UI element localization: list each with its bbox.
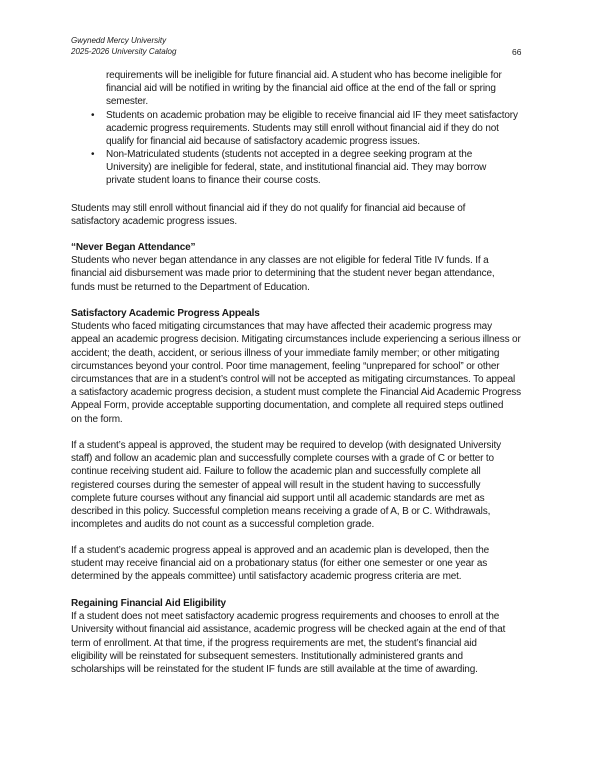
- text-line: Students on academic probation may be eligible to receive financial aid IF they meet satisfactory: [106, 110, 518, 121]
- continuation-text: [106, 69, 502, 109]
- text-line: qualify for financial aid because of satisfactory academic progress issues.: [106, 136, 420, 148]
- text-line: scholarships will be reinstated for the student IF funds are still available at the time of awarding.: [71, 664, 478, 676]
- catalog-title: 2025-2026 University Catalog: [71, 47, 177, 56]
- page-number: 66: [512, 47, 522, 57]
- text-line: determined by the appeals committee) until satisfactory academic progress criteria are met.: [71, 571, 462, 583]
- text-line: on the form.: [71, 413, 123, 425]
- text-line: If a student’s appeal is approved, the student may be required to develop (with designated University: [71, 440, 501, 451]
- text-line: If a student does not meet satisfactory academic progress requirements and chooses to enroll at the: [71, 611, 500, 623]
- text-line: Students who faced mitigating circumstances that may have affected their academic progress may: [71, 321, 492, 333]
- text-line: financial aid disbursement was made prior to determining that the student never began attendance,: [71, 268, 495, 280]
- bullet-icon: •: [91, 110, 95, 121]
- text-line: appeal an academic progress decision. Mitigating circumstances include experiencing a serious illness or: [71, 334, 521, 346]
- text-line: University) are ineligible for federal, state, and institutional financial aid. They may borrow: [106, 162, 487, 174]
- text-line: requirements will be ineligible for future financial aid. A student who has become ineligible for: [106, 70, 502, 81]
- bullet-item-non-matriculated: [91, 148, 487, 188]
- text-line: eligibility will be reinstated for subsequent semesters. Institutionally administered grants and: [71, 650, 463, 662]
- text-line: staff) and follow an academic plan and successfully complete courses with a grade of C or better to: [71, 453, 494, 465]
- section-appeals: [71, 307, 521, 426]
- text-line: accident; the death, accident, or serious illness of your immediate family member; or other mitigating: [71, 347, 500, 359]
- paragraph-enroll: [71, 202, 465, 228]
- text-line: a satisfactory academic progress decision, a student must complete the Financial Aid Academic Progress: [71, 387, 521, 399]
- section-heading: Regaining Financial Aid Eligibility: [71, 598, 226, 609]
- institution-name: Gwynedd Mercy University: [71, 36, 167, 45]
- section-never-began: [71, 241, 495, 294]
- text-line: Students may still enroll without financial aid if they do not qualify for financial aid because of: [71, 203, 466, 214]
- text-line: Appeal Form, provide acceptable supporting documentation, and complete all required steps outlined: [71, 400, 504, 412]
- text-line: satisfactory academic progress issues.: [71, 216, 238, 228]
- bullet-icon: •: [91, 149, 95, 160]
- section-heading: Satisfactory Academic Progress Appeals: [71, 308, 260, 319]
- text-line: incompletes and audits do not count as a successful completion grade.: [71, 519, 375, 531]
- text-line: Non-Matriculated students (students not accepted in a degree seeking program at the: [106, 149, 473, 160]
- text-line: student may receive financial aid on a probationary status (for either one semester or one year as: [71, 558, 488, 570]
- paragraph-appeal-approved: [71, 439, 501, 531]
- text-line: complete future courses without any financial aid support until all academic standards are met as: [71, 492, 485, 504]
- text-line: If a student’s academic progress appeal is approved and an academic plan is developed, then the: [71, 545, 490, 556]
- text-line: registered courses during the semester of appeal will result in the student having to successfully: [71, 479, 481, 491]
- text-line: described in this policy. Successful completion means receiving a grade of A, B or C. Withdrawals,: [71, 506, 491, 518]
- bullet-item-probation: [91, 109, 518, 149]
- text-line: private student loans to finance their course costs.: [106, 175, 321, 187]
- text-line: term of enrollment. At that time, if the progress requirements are met, the student’s financial aid: [71, 637, 477, 649]
- text-line: circumstances beyond your control. Poor time management, feeling “unprepared for school” or other: [71, 360, 500, 372]
- text-line: financial aid will be notified in writing by the financial aid office at the end of the fall or spring: [106, 83, 496, 95]
- text-line: academic progress requirements. Students may still enroll without financial aid if they do not: [106, 123, 499, 135]
- text-line: circumstances that are in a student’s control will not be accepted as mitigating circumstances. To appeal: [71, 374, 516, 386]
- text-line: Students who never began attendance in any classes are not eligible for federal Title IV funds. If a: [71, 255, 489, 267]
- text-line: University without financial aid assistance, academic progress will be checked again at the end of that: [71, 624, 506, 636]
- section-heading: “Never Began Attendance”: [71, 242, 196, 253]
- section-regaining: [71, 597, 505, 676]
- text-line: semester.: [106, 96, 148, 108]
- paragraph-probationary: [71, 544, 489, 584]
- text-line: funds must be returned to the Department of Education.: [71, 281, 310, 293]
- text-line: continue receiving student aid. Failure to follow the academic plan and successfully complete all: [71, 466, 481, 478]
